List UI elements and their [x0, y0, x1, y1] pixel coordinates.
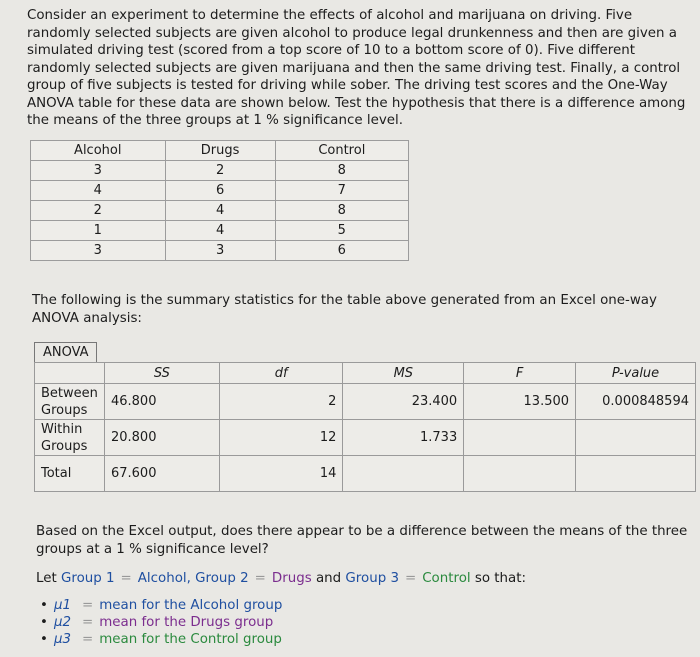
empty-cell [464, 456, 576, 492]
group3-label: Group 3 [345, 571, 399, 586]
means-list [40, 597, 282, 648]
data-table [30, 140, 409, 261]
table-row [31, 241, 409, 261]
anova-header-row [35, 363, 696, 384]
empty-cell [464, 420, 576, 456]
mu1-symbol: μ1 [54, 598, 72, 613]
and-label: and [315, 571, 342, 586]
cell: 5 [275, 221, 408, 241]
row-label: Total [35, 456, 105, 492]
cell: 3 [165, 241, 275, 261]
mu2-text: mean for the Drugs group [99, 615, 274, 630]
group1-value: Alcohol, [137, 571, 191, 586]
cell: 2 [165, 161, 275, 181]
mu3-text: mean for the Control group [99, 632, 282, 647]
row-label: Within Groups [35, 420, 105, 456]
equals-sign: = [82, 615, 94, 630]
summary-text: The following is the summary statistics for the table above generated from an Excel one-way ANOVA analysis: [32, 293, 657, 326]
empty-cell [576, 420, 696, 456]
group2-label: Group 2 [195, 571, 249, 586]
header-alcohol: Alcohol [31, 141, 166, 161]
table-row [31, 161, 409, 181]
group-definition [36, 571, 526, 586]
df-value: 2 [219, 384, 343, 420]
df-value: 14 [219, 456, 343, 492]
anova-table [34, 362, 696, 492]
cell: 3 [31, 241, 166, 261]
row-label: Between Groups [35, 384, 105, 420]
ms-value: 23.400 [343, 384, 464, 420]
group1-label: Group 1 [60, 571, 115, 586]
anova-header-ss: SS [104, 363, 219, 384]
cell: 4 [31, 181, 166, 201]
empty-cell [343, 456, 464, 492]
anova-header-pvalue: P-value [576, 363, 696, 384]
equals-sign: = [254, 571, 266, 586]
list-item: • μ1 = mean for the Alcohol group [40, 598, 283, 613]
table-header-row [31, 141, 409, 161]
cell: 7 [275, 181, 408, 201]
ss-value: 67.600 [104, 456, 219, 492]
group2-value: Drugs [271, 571, 312, 586]
equals-sign: = [120, 571, 132, 586]
header-control: Control [275, 141, 408, 161]
header-drugs: Drugs [165, 141, 275, 161]
df-value: 12 [219, 420, 343, 456]
mu1-text: mean for the Alcohol group [99, 598, 283, 613]
equals-sign: = [404, 571, 417, 586]
cell: 6 [275, 241, 408, 261]
empty-cell [576, 456, 696, 492]
anova-header-blank [35, 363, 105, 384]
anova-title: ANOVA [34, 342, 97, 363]
cell: 6 [165, 181, 275, 201]
anova-header-f: F [464, 363, 576, 384]
f-value: 13.500 [464, 384, 576, 420]
problem-statement: Consider an experiment to determine the effects of alcohol and marijuana on driving. Five randomly selected subjects are given alcohol to produce legal drunkenness and then are given a simulated driving test (scored from a top score of 10 to a bottom score of 0). Five different randomly selected subjects are given marijuana and then the same driving test. Finally, a control group of five subjects is tested for driving while sober. The driving test scores and the One-Way ANOVA table for these data are shown below. Test the hypothesis that there is a difference among the means of the three groups at 1 % significance level. [27, 8, 686, 128]
table-row [31, 181, 409, 201]
equals-sign: = [82, 598, 94, 613]
anova-header-df: df [219, 363, 343, 384]
p-value: 0.000848594 [576, 384, 696, 420]
anova-row-total [35, 456, 696, 492]
cell: 2 [31, 201, 166, 221]
anova-row-within [35, 420, 696, 456]
cell: 3 [31, 161, 166, 181]
mu3-symbol: μ3 [54, 632, 72, 647]
mu2-symbol: μ2 [54, 615, 72, 630]
anova-row-between [35, 384, 696, 420]
let-label: Let [36, 571, 57, 586]
question-text: Based on the Excel output, does there appear to be a difference between the means of the three groups at a 1 % significance level? [36, 524, 688, 557]
cell: 8 [275, 161, 408, 181]
group3-value: Control [422, 571, 471, 586]
cell: 4 [165, 201, 275, 221]
ms-value: 1.733 [343, 420, 464, 456]
list-item: • μ3 = mean for the Control group [40, 632, 282, 647]
cell: 4 [165, 221, 275, 241]
cell: 1 [31, 221, 166, 241]
cell: 8 [275, 201, 408, 221]
ss-value: 46.800 [104, 384, 219, 420]
ss-value: 20.800 [104, 420, 219, 456]
list-item: • μ2 = mean for the Drugs group [40, 615, 274, 630]
anova-header-ms: MS [343, 363, 464, 384]
table-row [31, 221, 409, 241]
equals-sign: = [82, 632, 94, 647]
tail-label: so that: [474, 571, 527, 586]
table-row [31, 201, 409, 221]
